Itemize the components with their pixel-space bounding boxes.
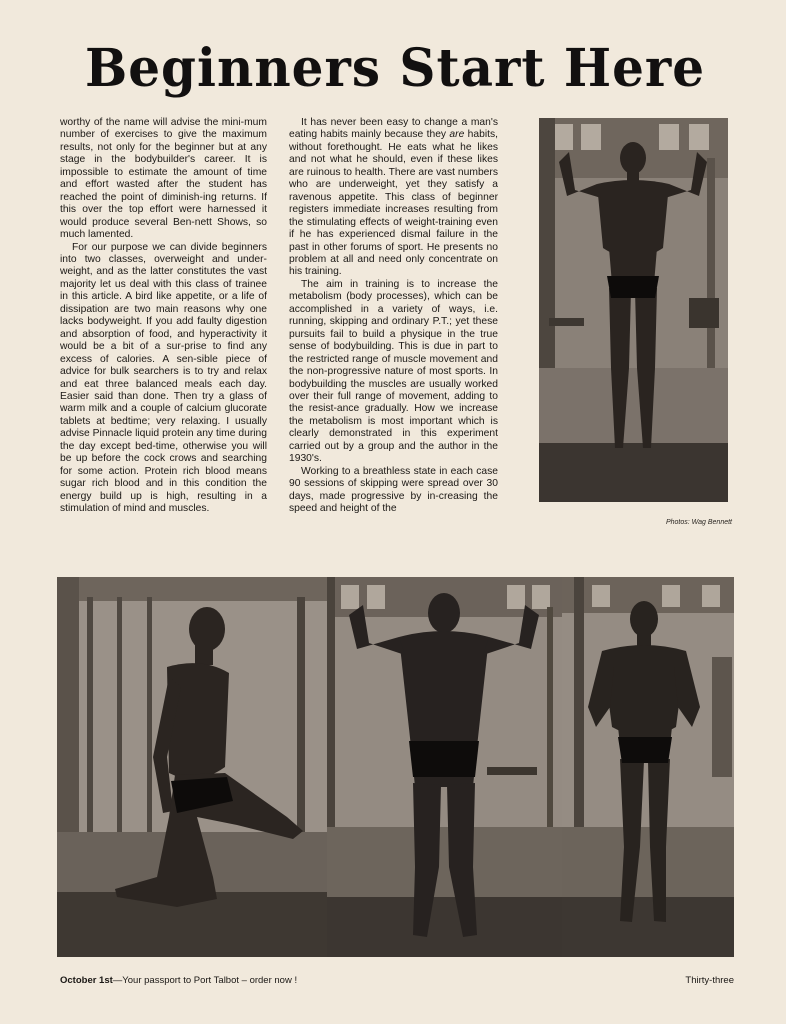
col2-p1-emphasis: are: [449, 129, 465, 141]
photo-kneeling-side-pose: [57, 577, 327, 957]
footer-tagline: —Your passport to Port Talbot – order now !: [112, 975, 298, 986]
footer-promo: [60, 975, 297, 986]
col2-paragraph-3: Working to a breathless state in each case 90 sessions of skipping were spread over 30 days, made progressive by in-creasing the speed and height of the: [289, 465, 498, 515]
col2-p1-text-a: It has never been easy to change a man's eating habits mainly because they: [289, 117, 498, 141]
footer-date: October 1st: [60, 975, 113, 986]
text-column-1: [60, 117, 267, 516]
col2-paragraph-2: The aim in training is to increase the metabolism (body processes), which can be accomplished in a variety of ways, i.e. running, skipping and ordinary P.T.; yet these pursuits fail to build a physique in the true sense of bodybuilding. This is due in part to the restricted range of muscle movement and the non-progressive nature of most sports. In bodybuilding the muscles are usually worked over their full range of movement, adding to the resist-ance gradually. How we increase the metabolism is most important which is clearly demonstrated in this experiment carried out by a group and the author in the 1930's.: [289, 278, 498, 465]
photo-credit: Photos: Wag Bennett: [665, 519, 732, 526]
article-title: Beginners Start Here: [84, 36, 706, 99]
text-column-2: [289, 117, 498, 516]
photo-back-double-biceps-image: [327, 577, 562, 957]
photo-kneeling-side-pose-image: [57, 577, 327, 957]
photo-front-lat-spread-image: [562, 577, 734, 957]
photo-back-double-biceps: [327, 577, 562, 957]
col1-paragraph-1: worthy of the name will advise the mini-mum number of exercises to give the maximum results, not only for the beginner but at any stage in the bodybuilder's career. It is impossible to estimate the amount of time and effort wasted after the student has reached the point of diminish-ing returns. If this over the top effort were harnessed it would produce several Ben-nett Shows, so much lamented.: [60, 117, 267, 241]
photo-front-double-biceps-image: [539, 118, 728, 502]
col2-paragraph-1: [289, 117, 498, 279]
col1-paragraph-2: For our purpose we can divide beginners into two classes, overweight and under-weight, and as the latter constitutes the vast majority let us deal with this class of trainee in this article. A bird like appetite, or a life of dissipation are two main reasons why one lacks bodyweight. If you add faulty digestion and absorption of food, and hyperactivity it would be a bit of a sur-prise to find any excess of calories. A sen-sible piece of advice for bulk searchers is to try and relax and eat three balanced meals each day. Easier said than done. Then try a glass of warm milk and a couple of calcium glucorate tablets at bedtime; very relaxing. I usually advise Pinnacle liquid protein any time during the day except bed-time, otherwise you will be up before the cock crows and searching for some action. Protein rich blood means sugar rich blood and in this condition the energy build up is high, resulting in a stimulation of mind and muscles.: [60, 241, 267, 515]
photo-front-lat-spread: [562, 577, 734, 957]
photo-front-double-biceps: [539, 118, 728, 502]
col2-p1-text-b: habits, without forethought. He eats what he likes and not what he should, even if these likes are ruinous to health. There are vast numbers who are underweight, yet they satisfy a ravenous appetite. This class of beginner registers immediate increases resulting from the stimulating effects of weight-training even if he has experienced dismal failure in the past in other forums of sport. He presents no problem at all and need only concentrate on his training.: [289, 129, 498, 278]
page-number: Thirty-three: [685, 975, 734, 986]
